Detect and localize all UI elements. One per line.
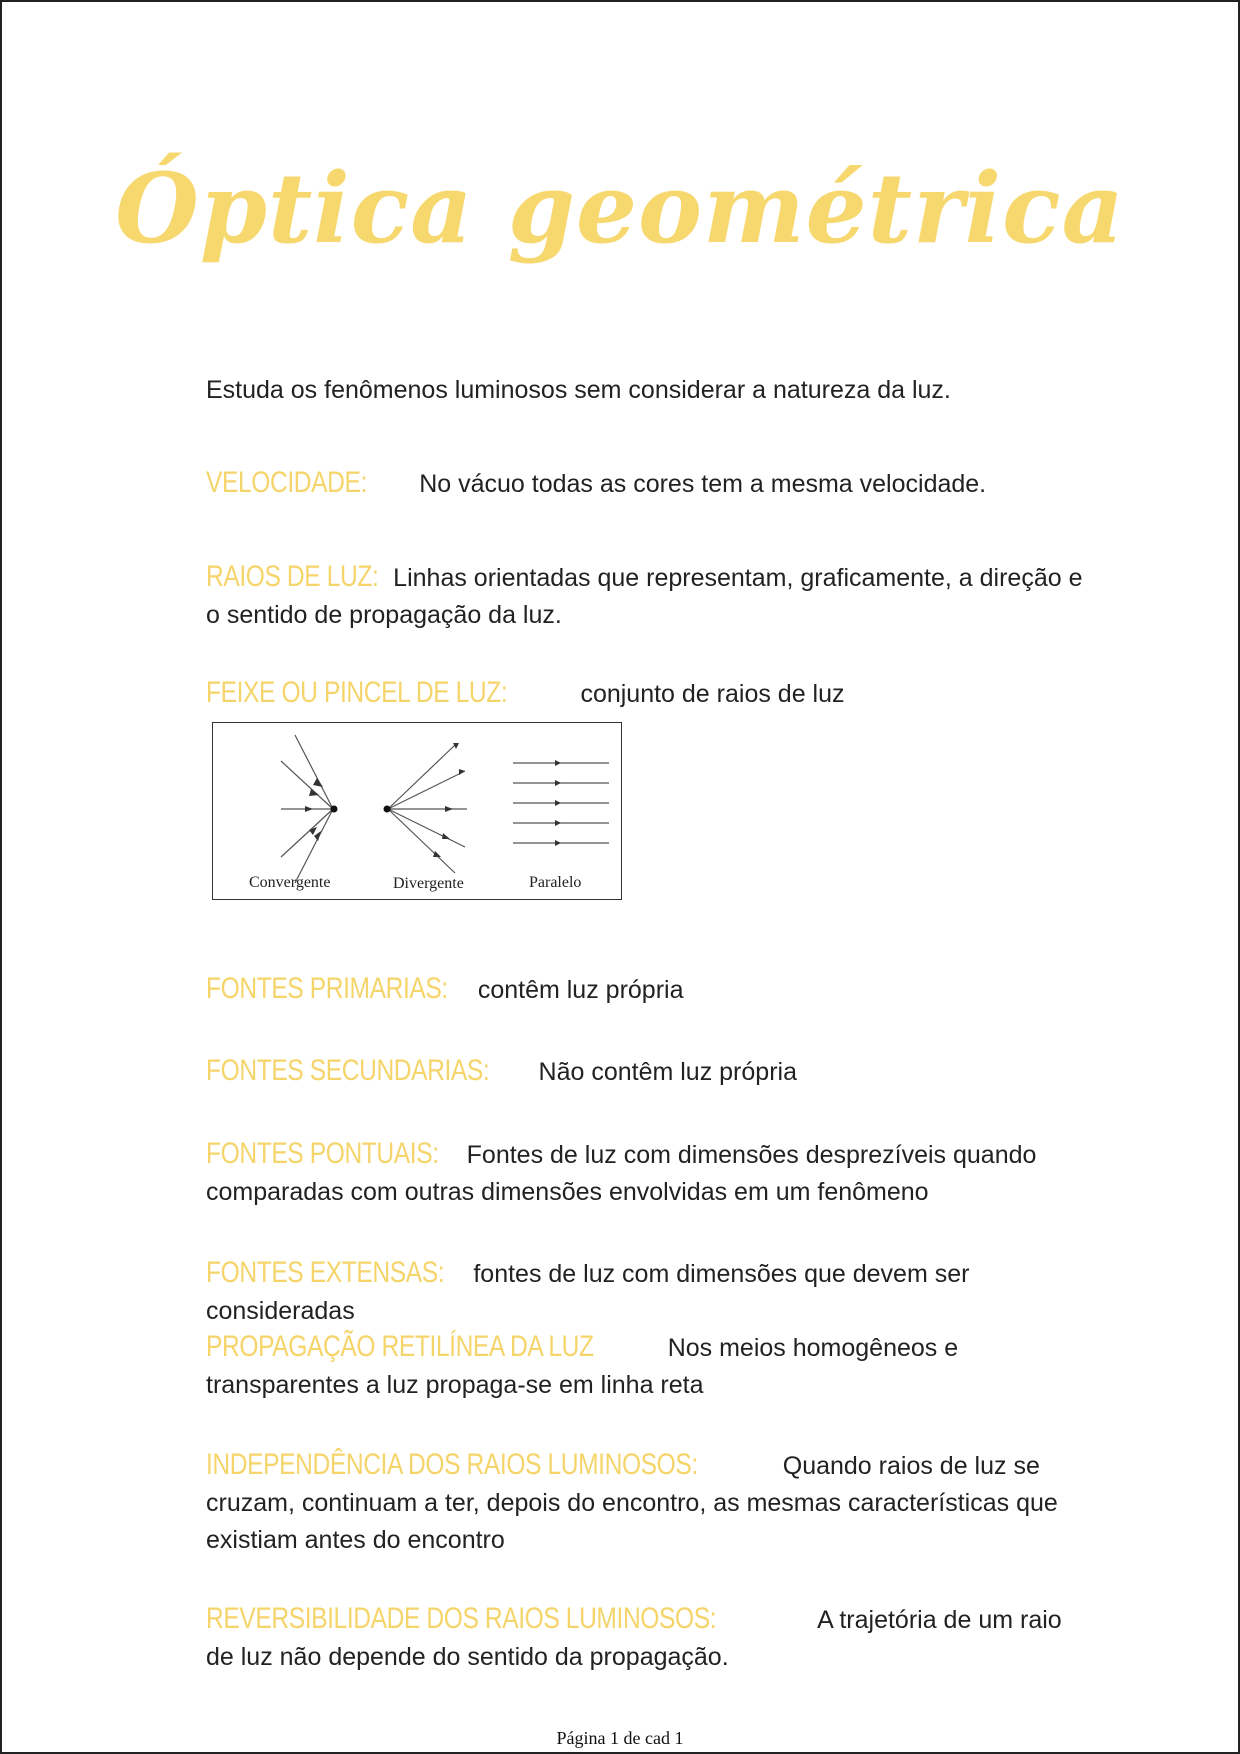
intro-text [206,372,1086,409]
term-extensas: FONTES EXTENSAS: [206,1256,445,1289]
term-pontuais: FONTES PONTUAIS: [206,1137,439,1170]
section-propagacao [206,1328,1086,1404]
desc-velocidade: No vácuo todas as cores tem a mesma velocidade. [419,470,987,498]
divergent-beam [384,743,468,873]
desc-reversibilidade: A trajetória de um raio de luz não depende do sentido da propagação. [206,1606,1062,1671]
term-propagacao: PROPAGAÇÃO RETILÍNEA DA LUZ [206,1330,594,1363]
desc-feixe: conjunto de raios de luz [580,680,845,708]
section-secundarias [206,1052,1086,1091]
term-reversibilidade: REVERSIBILIDADE DOS RAIOS LUMINOSOS: [206,1602,717,1635]
label-divergente: Divergente [393,875,464,892]
label-convergente: Convergente [249,874,331,891]
term-raios: RAIOS DE LUZ: [206,560,379,593]
term-independencia: INDEPENDÊNCIA DOS RAIOS LUMINOSOS: [206,1448,698,1481]
section-extensas [206,1254,1086,1330]
page-footer: Página 1 de cad 1 [556,1728,684,1748]
desc-primarias: contêm luz própria [477,976,684,1004]
section-velocidade [206,464,1086,503]
term-feixe: FEIXE OU PINCEL DE LUZ: [206,676,508,709]
desc-independencia: Quando raios de luz se cruzam, continuam a ter, depois do encontro, as mesmas características que existiam antes do encontro [206,1452,1058,1554]
section-reversibilidade [206,1600,1086,1676]
parallel-beam [513,760,609,846]
section-independencia [206,1446,1086,1559]
desc-propagacao: Nos meios homogêneos e transparentes a luz propaga-se em linha reta [206,1334,959,1399]
section-raios [206,558,1086,634]
section-feixe [206,674,1086,713]
desc-secundarias: Não contêm luz própria [538,1058,797,1086]
section-pontuais [206,1135,1086,1211]
desc-extensas: fontes de luz com dimensões que devem ser consideradas [206,1260,970,1325]
term-velocidade: VELOCIDADE: [206,466,367,499]
desc-pontuais: Fontes de luz com dimensões desprezíveis quando comparadas com outras dimensões envolvidas em um fenômeno [206,1141,1037,1206]
intro-label: Estuda os fenômenos luminosos sem considerar a natureza da luz. [206,376,951,404]
term-primarias: FONTES PRIMARIAS: [206,972,448,1005]
beam-diagram [213,723,621,899]
section-primarias [206,970,1086,1009]
light-beam-figure [212,722,622,900]
page-title: Óptica geométrica [115,152,1125,265]
convergent-beam [281,735,338,883]
label-paralelo: Paralelo [529,874,582,891]
term-secundarias: FONTES SECUNDARIAS: [206,1054,490,1087]
desc-raios: Linhas orientadas que representam, graficamente, a direção e o sentido de propagação da luz. [206,564,1083,629]
